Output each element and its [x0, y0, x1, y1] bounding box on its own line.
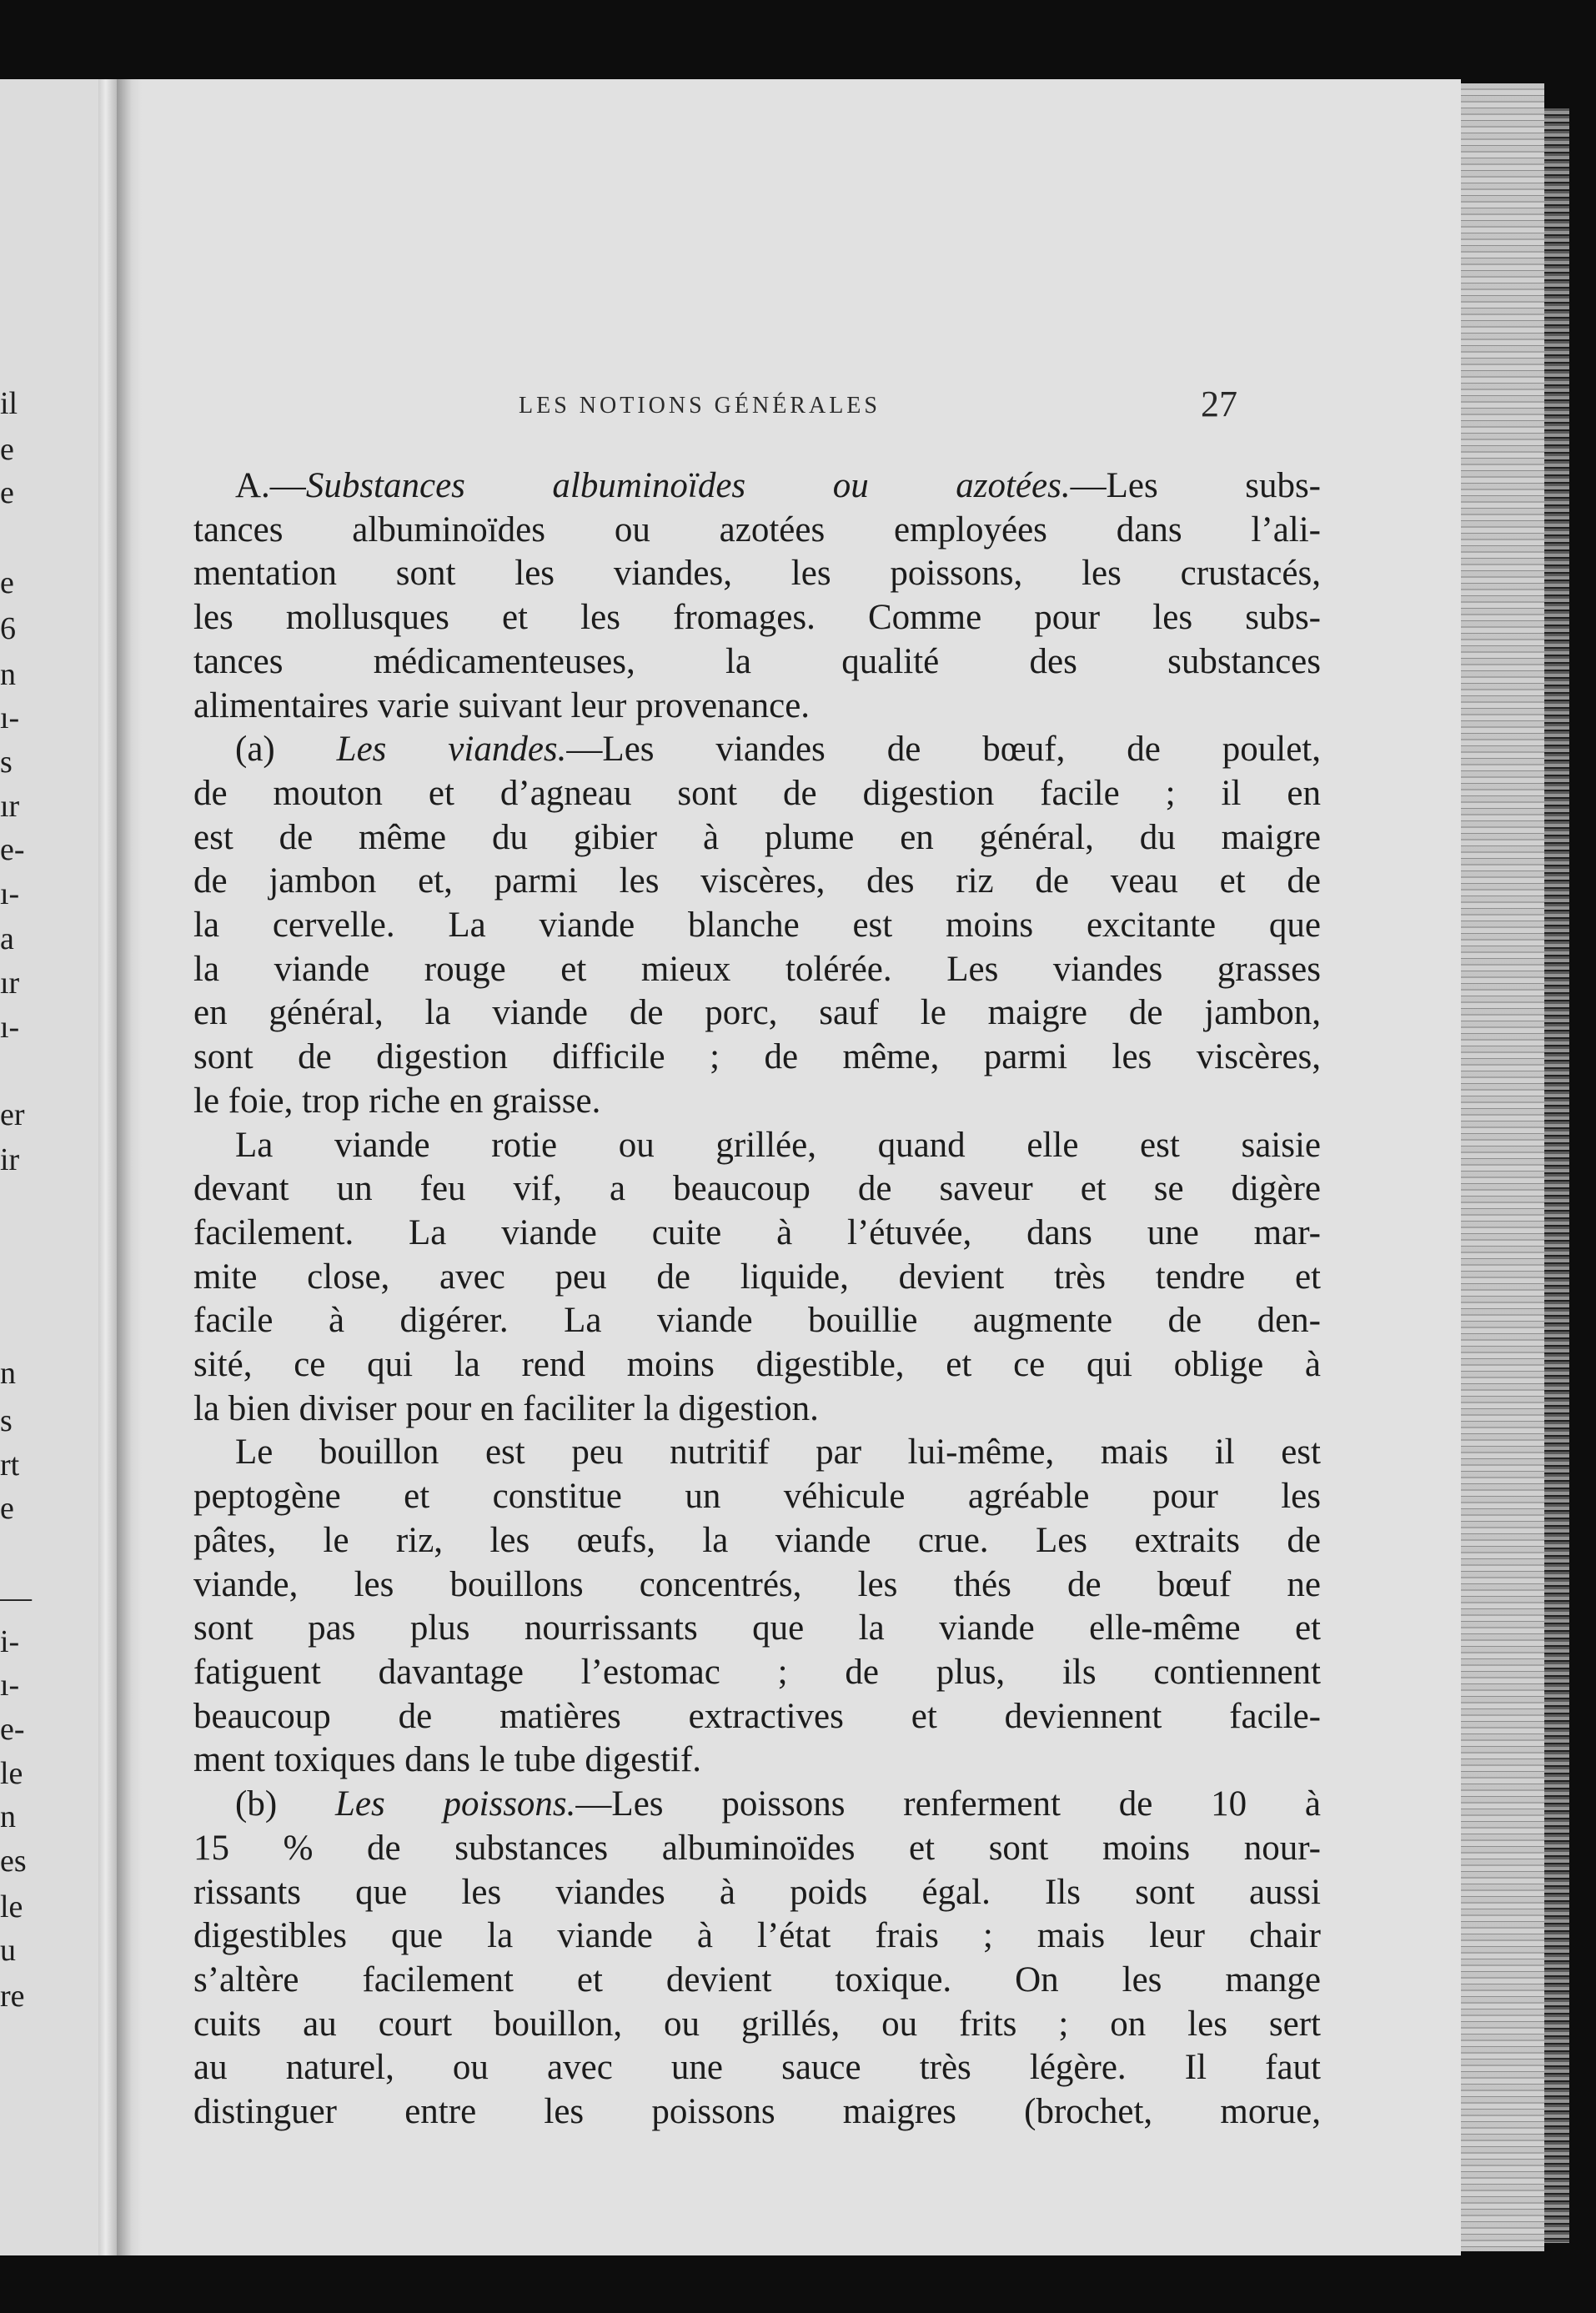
left-margin-fragment: 6	[0, 611, 16, 646]
text-line	[193, 772, 1321, 816]
text-line	[193, 1519, 1321, 1563]
text-run: de mouton et d’agneau sont de digestion facile ; il en	[193, 773, 1321, 813]
text-run	[745, 466, 833, 505]
text-run: le foie, trop riche en graisse.	[193, 1081, 601, 1121]
text-run: peptogène et constitue un véhicule agréable pour les	[193, 1477, 1321, 1517]
text-run: est de même du gibier à plume en général, du maigre	[193, 817, 1321, 857]
text-line	[193, 2090, 1321, 2135]
text-line	[193, 1256, 1321, 1300]
text-line	[193, 2046, 1321, 2090]
text-run: pâtes, le riz, les œufs, la viande crue. Les extraits de	[193, 1520, 1321, 1560]
left-margin-fragment: a	[0, 921, 14, 956]
text-run: fatiguent davantage l’estomac ; de plus, ils contiennent	[193, 1652, 1321, 1692]
left-margin-fragment: ı-	[0, 700, 20, 735]
text-line	[193, 1914, 1321, 1959]
text-run: viande, les bouillons concentrés, les thés de bœuf ne	[193, 1564, 1321, 1604]
text-run: —Les subs-	[1070, 466, 1322, 505]
text-run: distinguer entre les poissons maigres (brochet, morue,	[193, 2092, 1321, 2132]
page-number: 27	[1201, 384, 1237, 424]
text-run: ment toxiques dans le tube digestif.	[193, 1740, 702, 1780]
text-run: la bien diviser pour en faciliter la digestion.	[193, 1388, 819, 1428]
left-margin-fragment: e	[0, 432, 14, 467]
text-run: sont pas plus nourrissants que la viande elle-même et	[193, 1608, 1321, 1648]
left-margin-fragment: er	[0, 1097, 25, 1132]
text-line	[193, 948, 1321, 992]
text-line	[193, 1475, 1321, 1519]
left-margin-fragment: n	[0, 1799, 16, 1834]
text-line	[193, 1036, 1321, 1080]
paragraph	[193, 1431, 1321, 1783]
text-run: tances médicamenteuses, la qualité des substances	[193, 641, 1321, 681]
left-margin-fragment: e	[0, 1491, 14, 1526]
text-run: devant un feu vif, a beaucoup de saveur et se digère	[193, 1169, 1321, 1209]
left-margin-fragment: ı-	[0, 876, 20, 911]
left-margin-fragment: ı-	[0, 1668, 20, 1703]
left-margin-fragment: i-	[0, 1624, 20, 1659]
text-line	[193, 1431, 1321, 1475]
text-run: —Les poissons renferment de 10 à	[575, 1784, 1322, 1824]
left-margin-fragment: u	[0, 1933, 16, 1968]
text-line	[193, 1563, 1321, 1608]
text-line	[193, 1343, 1321, 1387]
text-line	[193, 1827, 1321, 1871]
left-margin-fragment: —	[0, 1580, 32, 1615]
left-margin-fragment: n	[0, 657, 16, 692]
italic-text: Substances albuminoïdes	[305, 466, 746, 505]
text-run: alimentaires varie suivant leur provenance.	[193, 685, 811, 725]
italic-text: azotées.	[956, 466, 1071, 505]
text-line	[193, 1739, 1321, 1783]
text-line	[193, 1607, 1321, 1651]
left-margin-fragment: le	[0, 1756, 23, 1791]
text-run: Le bouillon est peu nutritif par lui-même, mais il est	[235, 1432, 1321, 1473]
text-line	[193, 1959, 1321, 2003]
text-line	[193, 1387, 1321, 1432]
text-line	[193, 552, 1321, 596]
left-margin-fragment: e	[0, 475, 14, 510]
text-run: facilement. La viande cuite à l’étuvée, dans une mar-	[193, 1212, 1321, 1252]
text-run: s’altère facilement et devient toxique. On les mange	[193, 1959, 1321, 1999]
text-run	[869, 466, 956, 505]
left-margin-fragment: rt	[0, 1448, 20, 1483]
text-line	[193, 596, 1321, 640]
text-run: sont de digestion difficile ; de même, parmi les viscères,	[193, 1037, 1321, 1077]
book-page	[117, 79, 1461, 2255]
text-run: (a)	[235, 730, 337, 770]
paragraph	[193, 728, 1321, 1123]
left-margin-fragment: ı-	[0, 1010, 20, 1045]
body-text	[193, 464, 1321, 2135]
left-margin-fragment: re	[0, 1979, 25, 2014]
text-run: La viande rotie ou grillée, quand elle est saisie	[235, 1125, 1321, 1165]
left-margin-fragment: e	[0, 565, 14, 600]
text-line	[193, 1212, 1321, 1256]
left-margin-fragment: es	[0, 1844, 27, 1879]
left-margin-fragment: e-	[0, 1712, 25, 1747]
text-run: rissants que les viandes à poids égal. Ils sont aussi	[193, 1872, 1321, 1912]
left-page-edge	[0, 79, 117, 2255]
running-title: LES NOTIONS GÉNÉRALES	[519, 393, 881, 419]
text-line	[193, 464, 1321, 509]
text-run: 15 % de substances albuminoïdes et sont moins nour-	[193, 1828, 1321, 1868]
text-line	[193, 1167, 1321, 1212]
text-run: beaucoup de matières extractives et deviennent facile-	[193, 1696, 1321, 1736]
page-gutter-shadow	[117, 79, 142, 2255]
text-run: la cervelle. La viande blanche est moins excitante que	[193, 906, 1321, 946]
italic-text: Les poissons.	[334, 1784, 576, 1824]
fore-edge-shadow	[1544, 108, 1569, 2243]
text-run: mentation sont les viandes, les poissons, les crustacés,	[193, 554, 1321, 594]
fore-edge-pages	[1461, 83, 1544, 2251]
text-run: cuits au court bouillon, ou grillés, ou frits ; on les sert	[193, 2004, 1321, 2044]
paragraph	[193, 1124, 1321, 1432]
text-run: A.—	[235, 466, 306, 505]
text-line	[193, 1695, 1321, 1739]
text-run: mite close, avec peu de liquide, devient très tendre et	[193, 1257, 1321, 1297]
text-line	[193, 816, 1321, 860]
text-line	[193, 509, 1321, 553]
left-page-gutter	[98, 79, 117, 2255]
text-line	[193, 904, 1321, 948]
text-run: les mollusques et les fromages. Comme pour les subs-	[193, 598, 1321, 638]
text-line	[193, 1299, 1321, 1343]
text-line	[193, 991, 1321, 1036]
italic-text: ou	[832, 466, 869, 505]
left-margin-fragment: ır	[0, 966, 20, 1001]
paragraph	[193, 1783, 1321, 2135]
text-line	[193, 640, 1321, 685]
left-margin-fragment: s	[0, 745, 13, 780]
text-line	[193, 1651, 1321, 1695]
left-margin-fragment: ir	[0, 1142, 20, 1177]
text-run: tances albuminoïdes ou azotées employées dans l’ali-	[193, 509, 1321, 549]
text-run: digestibles que la viande à l’état frais ; mais leur chair	[193, 1916, 1321, 1956]
text-line	[193, 2003, 1321, 2047]
text-run: la viande rouge et mieux tolérée. Les viandes grasses	[193, 949, 1321, 989]
text-line	[193, 1871, 1321, 1915]
text-line	[193, 1080, 1321, 1124]
italic-text: Les viandes.	[336, 730, 567, 770]
left-margin-fragment: le	[0, 1889, 23, 1924]
text-line	[193, 1124, 1321, 1168]
left-margin-fragment: e-	[0, 832, 25, 867]
text-line	[193, 860, 1321, 904]
left-margin-fragment: il	[0, 386, 18, 421]
text-run: sité, ce qui la rend moins digestible, et ce qui oblige à	[193, 1345, 1321, 1385]
text-run: facile à digérer. La viande bouillie augmente de den-	[193, 1301, 1321, 1341]
text-line	[193, 1783, 1321, 1827]
text-run: de jambon et, parmi les viscères, des riz de veau et de	[193, 861, 1321, 901]
text-line	[193, 685, 1321, 729]
text-run: au naturel, ou avec une sauce très légère. Il faut	[193, 2048, 1321, 2088]
text-line	[193, 728, 1321, 772]
left-margin-fragment: s	[0, 1403, 13, 1438]
paragraph	[193, 464, 1321, 728]
text-run: —Les viandes de bœuf, de poulet,	[566, 730, 1321, 770]
text-run: (b)	[235, 1784, 335, 1824]
left-margin-fragment: n	[0, 1356, 16, 1391]
text-run: en général, la viande de porc, sauf le maigre de jambon,	[193, 993, 1321, 1033]
left-margin-fragment: ır	[0, 789, 20, 824]
